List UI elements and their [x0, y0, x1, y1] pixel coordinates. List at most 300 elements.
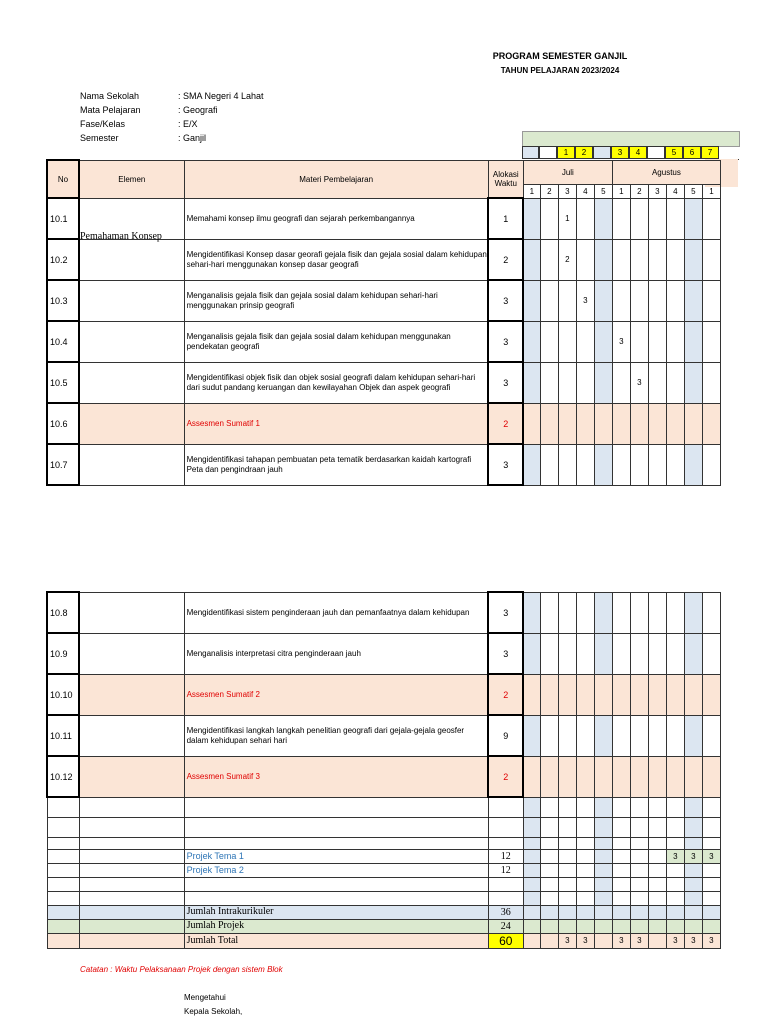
- week-cell: [684, 403, 702, 444]
- table-row: [47, 280, 721, 321]
- week-cell: [540, 933, 558, 948]
- empty-row: [47, 877, 721, 891]
- week-header-cell: 1: [612, 184, 630, 198]
- week-cell: [702, 817, 720, 837]
- week-cell: 3: [630, 362, 648, 403]
- week-number-cell: 5: [665, 146, 683, 159]
- empty-row: [47, 837, 721, 849]
- week-cell: [630, 905, 648, 919]
- col-header-no: No: [47, 160, 79, 198]
- week-cell: [684, 280, 702, 321]
- week-cell: [612, 633, 630, 674]
- row-materi: Memahami konsep ilmu geografi dan sejarah perkembangannya: [184, 198, 488, 239]
- week-cell: [684, 633, 702, 674]
- table-row: [47, 756, 721, 797]
- week-cell: [540, 756, 558, 797]
- row-elemen: [79, 444, 184, 485]
- table-row: [47, 592, 721, 633]
- row-number: [47, 891, 79, 905]
- week-cell: [558, 877, 576, 891]
- week-cell: [594, 198, 612, 239]
- week-cell: [558, 444, 576, 485]
- week-cell: [630, 837, 648, 849]
- week-cell: [666, 756, 684, 797]
- week-cell: [523, 239, 540, 280]
- row-number: 10.10: [47, 674, 79, 715]
- week-cell: [612, 592, 630, 633]
- week-cell: [594, 891, 612, 905]
- week-cell: [594, 444, 612, 485]
- row-alokasi: [488, 797, 523, 817]
- week-cell: 3: [702, 933, 720, 948]
- week-cell: [540, 797, 558, 817]
- row-materi: Menganalisis gejala fisik dan gejala sosial dalam kehidupan menggunakan pendekatan geografi: [184, 321, 488, 362]
- week-cell: [594, 321, 612, 362]
- row-alokasi: 3: [488, 592, 523, 633]
- row-elemen: [79, 849, 184, 863]
- week-cell: [666, 592, 684, 633]
- week-cell: 3: [666, 933, 684, 948]
- week-cell: [540, 877, 558, 891]
- week-cell: [523, 592, 540, 633]
- total-value: 36: [488, 905, 523, 919]
- week-cell: [558, 891, 576, 905]
- row-elemen: [79, 403, 184, 444]
- week-cell: [558, 863, 576, 877]
- week-cell: [630, 849, 648, 863]
- week-cell: [594, 403, 612, 444]
- week-cell: [684, 239, 702, 280]
- week-cell: [630, 877, 648, 891]
- week-cell: [558, 280, 576, 321]
- row-number: 10.7: [47, 444, 79, 485]
- week-cell: [702, 321, 720, 362]
- week-cell: [702, 280, 720, 321]
- week-cell: [612, 863, 630, 877]
- row-materi: Menganalisis interpretasi citra penginderaan jauh: [184, 633, 488, 674]
- week-cell: [576, 444, 594, 485]
- week-cell: [630, 674, 648, 715]
- week-cell: [684, 592, 702, 633]
- week-cell: [648, 715, 666, 756]
- week-cell: [523, 919, 540, 933]
- total-label: Jumlah Intrakurikuler: [184, 905, 488, 919]
- week-cell: [576, 849, 594, 863]
- week-number-cell: 6: [683, 146, 701, 159]
- week-cell: [558, 837, 576, 849]
- week-cell: [594, 674, 612, 715]
- week-cell: [594, 817, 612, 837]
- week-cell: [666, 403, 684, 444]
- week-cell: [648, 891, 666, 905]
- week-cell: [630, 863, 648, 877]
- week-cell: 3: [576, 280, 594, 321]
- week-cell: [666, 362, 684, 403]
- week-cell: [612, 919, 630, 933]
- col-header-month-juli: Juli: [523, 160, 612, 184]
- row-alokasi: 3: [488, 280, 523, 321]
- week-cell: [702, 444, 720, 485]
- week-cell: [523, 198, 540, 239]
- week-cell: [702, 797, 720, 817]
- week-cell: [523, 849, 540, 863]
- week-cell: [558, 919, 576, 933]
- footer-note: Catatan : Waktu Pelaksanaan Projek dengan sistem Blok: [80, 965, 283, 974]
- week-cell: [648, 403, 666, 444]
- total-row: [47, 933, 721, 948]
- signature-mengetahui: Mengetahui: [184, 993, 226, 1002]
- col-header-elemen: Elemen: [79, 160, 184, 198]
- week-cell: [576, 756, 594, 797]
- week-cell: [648, 797, 666, 817]
- row-materi: Mengidentifikasi sistem penginderaan jauh dan pemanfaatnya dalam kehidupan: [184, 592, 488, 633]
- week-header-cell: 3: [648, 184, 666, 198]
- week-cell: [523, 877, 540, 891]
- elemen-label: Pemahaman Konsep: [80, 231, 162, 242]
- row-alokasi: 2: [488, 403, 523, 444]
- page-subtitle: TAHUN PELAJARAN 2023/2024: [500, 66, 620, 75]
- schedule-table-page2: [46, 591, 721, 949]
- week-cell: [630, 239, 648, 280]
- week-cell: [702, 905, 720, 919]
- week-number-cell: [647, 146, 665, 159]
- week-cell: [648, 444, 666, 485]
- week-header-cell: 3: [558, 184, 576, 198]
- week-cell: [523, 797, 540, 817]
- week-header-cell: 1: [702, 184, 720, 198]
- row-materi: Menganalisis gejala fisik dan gejala sosial dalam kehidupan sehari-hari menggunakan prinsip geografi: [184, 280, 488, 321]
- week-cell: [558, 321, 576, 362]
- row-materi: [184, 817, 488, 837]
- week-number-cell: 7: [701, 146, 719, 159]
- week-cell: [666, 239, 684, 280]
- week-cell: [576, 674, 594, 715]
- week-cell: [612, 403, 630, 444]
- week-cell: [684, 715, 702, 756]
- week-cell: [612, 280, 630, 321]
- week-cell: 3: [612, 321, 630, 362]
- week-cell: [523, 863, 540, 877]
- week-cell: [594, 633, 612, 674]
- week-cell: [540, 863, 558, 877]
- week-cell: [612, 797, 630, 817]
- row-number: 10.5: [47, 362, 79, 403]
- week-cell: [594, 877, 612, 891]
- week-cell: [540, 403, 558, 444]
- week-cell: [594, 756, 612, 797]
- row-alokasi: 3: [488, 321, 523, 362]
- row-elemen: [79, 239, 184, 280]
- week-cell: [540, 837, 558, 849]
- week-cell: [612, 891, 630, 905]
- week-cell: [612, 674, 630, 715]
- week-cell: [594, 797, 612, 817]
- week-cell: [523, 905, 540, 919]
- week-cell: [594, 239, 612, 280]
- row-materi: Mengidentifikasi langkah langkah penelitian geografi dari gejala-gejala geosfer dalam kehidupan sehari hari: [184, 715, 488, 756]
- week-cell: [630, 633, 648, 674]
- info-value: : Geografi: [178, 105, 218, 115]
- week-cell: [540, 444, 558, 485]
- week-cell: [576, 891, 594, 905]
- table-row: [47, 715, 721, 756]
- week-cell: [612, 444, 630, 485]
- week-cell: [702, 198, 720, 239]
- week-cell: [612, 837, 630, 849]
- week-cell: [540, 674, 558, 715]
- week-cell: [648, 592, 666, 633]
- week-cell: [684, 891, 702, 905]
- row-materi: [184, 837, 488, 849]
- info-label: Mata Pelajaran: [80, 105, 141, 115]
- week-cell: [540, 849, 558, 863]
- week-cell: [666, 633, 684, 674]
- week-cell: [648, 280, 666, 321]
- week-cell: [594, 933, 612, 948]
- week-cell: [630, 321, 648, 362]
- week-cell: [576, 633, 594, 674]
- week-cell: [702, 592, 720, 633]
- week-cell: [648, 198, 666, 239]
- week-cell: [540, 198, 558, 239]
- week-cell: [648, 933, 666, 948]
- week-cell: [648, 321, 666, 362]
- row-elemen: [79, 905, 184, 919]
- week-cell: [630, 891, 648, 905]
- row-alokasi: 3: [488, 444, 523, 485]
- row-materi: [184, 797, 488, 817]
- week-cell: [523, 837, 540, 849]
- week-cell: [612, 877, 630, 891]
- week-cell: [666, 877, 684, 891]
- row-alokasi: [488, 891, 523, 905]
- week-cell: [666, 863, 684, 877]
- week-cell: [666, 891, 684, 905]
- table-row: [47, 403, 721, 444]
- week-cell: [576, 239, 594, 280]
- week-cell: 1: [558, 198, 576, 239]
- week-cell: [523, 817, 540, 837]
- table-row: [47, 444, 721, 485]
- week-cell: [648, 756, 666, 797]
- week-cell: [702, 715, 720, 756]
- week-cell: [558, 403, 576, 444]
- week-cell: [523, 362, 540, 403]
- week-cell: [666, 674, 684, 715]
- week-cell: [702, 891, 720, 905]
- week-cell: [648, 674, 666, 715]
- week-cell: [540, 715, 558, 756]
- week-cell: [630, 198, 648, 239]
- row-alokasi: 9: [488, 715, 523, 756]
- row-alokasi: 3: [488, 362, 523, 403]
- projek-alokasi: 12: [488, 849, 523, 863]
- info-value: : E/X: [178, 119, 198, 129]
- week-cell: [576, 919, 594, 933]
- week-cell: [594, 715, 612, 756]
- row-number: [47, 817, 79, 837]
- projek-label: Projek Tema 2: [184, 863, 488, 877]
- table-row: [47, 362, 721, 403]
- row-alokasi: [488, 877, 523, 891]
- week-cell: [558, 362, 576, 403]
- week-cell: 3: [684, 849, 702, 863]
- week-cell: [684, 817, 702, 837]
- week-cell: [612, 905, 630, 919]
- week-header-cell: 4: [666, 184, 684, 198]
- week-cell: [558, 817, 576, 837]
- week-cell: [576, 198, 594, 239]
- week-header-cell: 2: [630, 184, 648, 198]
- week-number-cell: 4: [629, 146, 647, 159]
- week-cell: [576, 592, 594, 633]
- total-row: [47, 919, 721, 933]
- week-cell: [576, 877, 594, 891]
- week-cell: 2: [558, 239, 576, 280]
- week-cell: [612, 362, 630, 403]
- week-cell: [523, 756, 540, 797]
- week-cell: [523, 933, 540, 948]
- week-cell: [684, 321, 702, 362]
- week-cell: [558, 674, 576, 715]
- schedule-table-page1: [46, 159, 721, 486]
- week-cell: [666, 797, 684, 817]
- week-cell: [702, 403, 720, 444]
- week-cell: [666, 817, 684, 837]
- row-elemen: [79, 756, 184, 797]
- week-cell: [558, 756, 576, 797]
- week-cell: [576, 797, 594, 817]
- row-elemen: [79, 919, 184, 933]
- row-number: 10.6: [47, 403, 79, 444]
- row-elemen: [79, 362, 184, 403]
- week-cell: [630, 817, 648, 837]
- week-cell: [702, 756, 720, 797]
- week-header-cell: 1: [523, 184, 540, 198]
- empty-row: [47, 891, 721, 905]
- week-cell: [666, 837, 684, 849]
- projek-row: [47, 863, 721, 877]
- col-header-alokasi: Alokasi Waktu: [488, 160, 523, 198]
- week-cell: [576, 837, 594, 849]
- week-cell: [702, 919, 720, 933]
- week-cell: 3: [612, 933, 630, 948]
- week-cell: [594, 905, 612, 919]
- row-alokasi: 2: [488, 674, 523, 715]
- week-cell: [558, 633, 576, 674]
- week-cell: [684, 877, 702, 891]
- week-cell: [684, 905, 702, 919]
- week-cell: [612, 849, 630, 863]
- row-number: [47, 863, 79, 877]
- week-cell: [666, 198, 684, 239]
- week-cell: [594, 280, 612, 321]
- week-cell: [630, 403, 648, 444]
- row-alokasi: 1: [488, 198, 523, 239]
- row-number: [47, 905, 79, 919]
- row-number: [47, 877, 79, 891]
- page-title: PROGRAM SEMESTER GANJIL: [492, 51, 628, 61]
- row-alokasi: [488, 817, 523, 837]
- week-cell: [540, 321, 558, 362]
- week-cell: [684, 837, 702, 849]
- row-elemen: [79, 863, 184, 877]
- empty-row: [47, 797, 721, 817]
- row-elemen: [79, 933, 184, 948]
- info-label: Nama Sekolah: [80, 91, 140, 101]
- signature-kepala-sekolah: Kepala Sekolah,: [184, 1007, 243, 1016]
- row-elemen: [79, 715, 184, 756]
- row-elemen: [79, 592, 184, 633]
- week-cell: 3: [684, 933, 702, 948]
- row-materi: Mengidentifikasi Konsep dasar georafi gejala fisik dan gejala sosial dalam kehidupan sehari-hari menggunakan konsep dasar geografi: [184, 239, 488, 280]
- row-materi: Assesmen Sumatif 3: [184, 756, 488, 797]
- week-cell: [648, 817, 666, 837]
- week-cell: [684, 919, 702, 933]
- row-elemen: [79, 674, 184, 715]
- row-elemen: [79, 633, 184, 674]
- row-number: [47, 849, 79, 863]
- week-cell: [523, 891, 540, 905]
- week-cell: [612, 756, 630, 797]
- week-cell: [666, 919, 684, 933]
- total-label: Jumlah Total: [184, 933, 488, 948]
- week-cell: [558, 797, 576, 817]
- week-cell: [630, 797, 648, 817]
- row-elemen: [79, 877, 184, 891]
- week-number-tail: [719, 146, 739, 160]
- week-cell: [684, 863, 702, 877]
- week-cell: [684, 674, 702, 715]
- week-cell: 3: [576, 933, 594, 948]
- week-cell: [540, 239, 558, 280]
- week-cell: 3: [630, 933, 648, 948]
- row-elemen: [79, 891, 184, 905]
- week-cell: [540, 633, 558, 674]
- week-cell: [702, 877, 720, 891]
- week-cell: [540, 817, 558, 837]
- week-cell: [576, 715, 594, 756]
- week-cell: [630, 756, 648, 797]
- row-materi: Assesmen Sumatif 2: [184, 674, 488, 715]
- week-cell: [648, 633, 666, 674]
- week-cell: [666, 321, 684, 362]
- week-cell: [594, 849, 612, 863]
- week-cell: [594, 592, 612, 633]
- calendar-header-bar: [522, 131, 740, 147]
- row-materi: [184, 877, 488, 891]
- week-number-cell: [593, 146, 611, 159]
- row-alokasi: [488, 837, 523, 849]
- week-cell: [630, 715, 648, 756]
- week-cell: 3: [702, 849, 720, 863]
- col-header-month-agustus: Agustus: [612, 160, 720, 184]
- week-cell: [648, 837, 666, 849]
- week-cell: [576, 321, 594, 362]
- row-alokasi: 2: [488, 756, 523, 797]
- row-number: 10.11: [47, 715, 79, 756]
- week-number-cell: 3: [611, 146, 629, 159]
- week-cell: [630, 592, 648, 633]
- week-cell: [594, 863, 612, 877]
- row-number: 10.12: [47, 756, 79, 797]
- week-cell: [648, 905, 666, 919]
- projek-alokasi: 12: [488, 863, 523, 877]
- week-cell: [702, 837, 720, 849]
- week-cell: [666, 444, 684, 485]
- table-row: [47, 321, 721, 362]
- week-cell: [612, 239, 630, 280]
